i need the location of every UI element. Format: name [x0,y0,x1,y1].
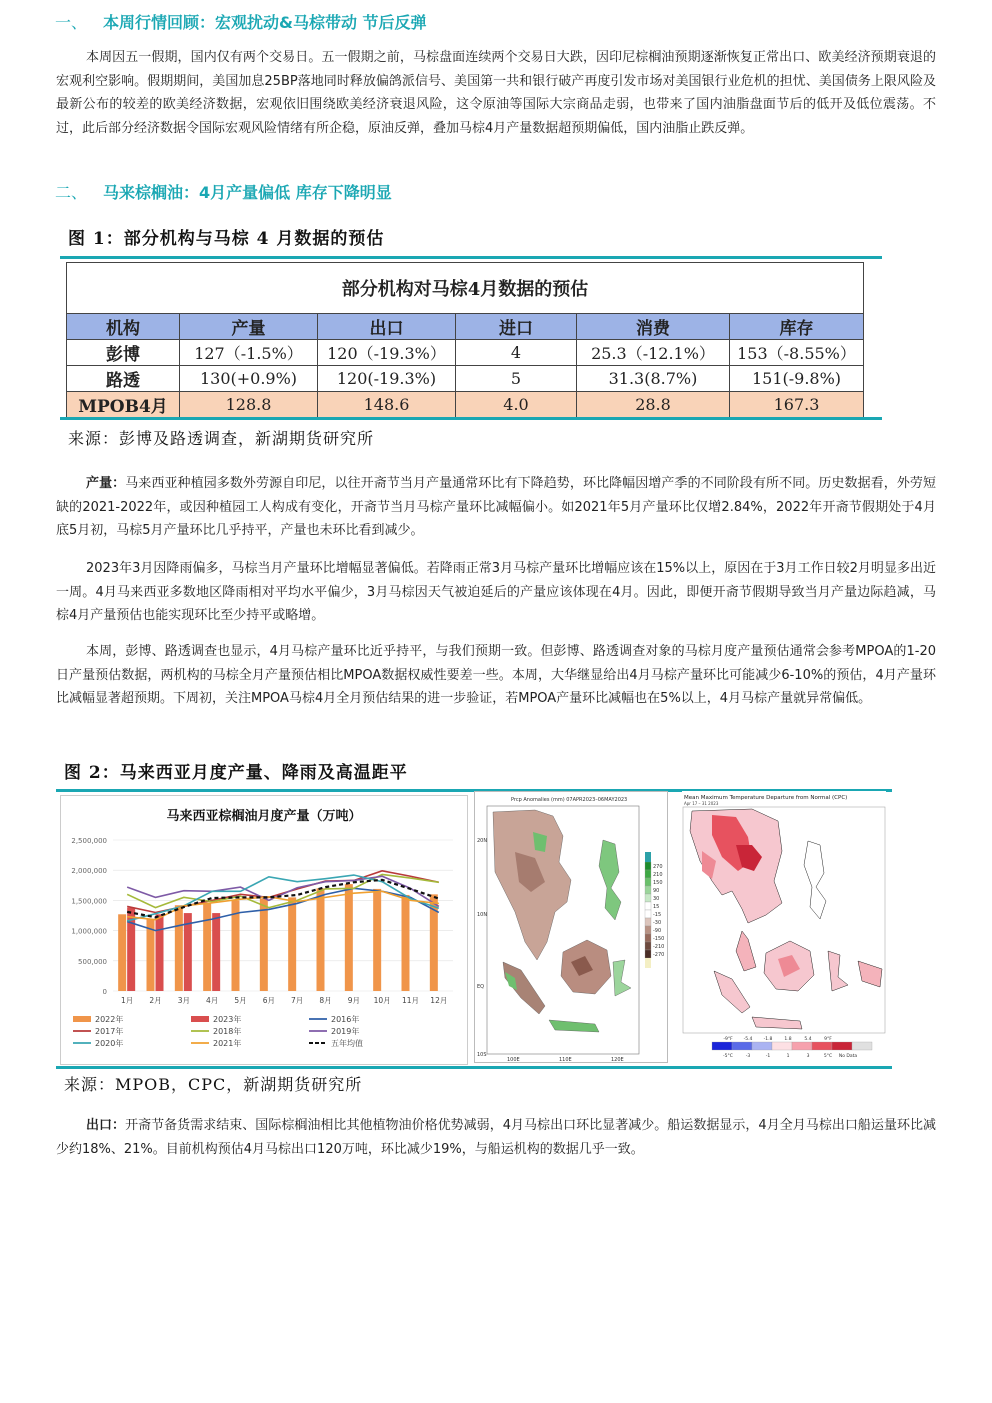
scale-swatch [645,878,651,886]
legend-label: 2021年 [213,1039,242,1048]
y-tick-label: 1,500,000 [71,897,107,906]
section-heading-1 [55,10,427,33]
table-cell: 120（-19.3%） [318,340,456,366]
scale-label: -90 [653,928,662,934]
legend-swatch [191,1016,209,1022]
table-cell: 120(-19.3%) [318,366,456,392]
table-cell: 25.3（-12.1%） [577,340,730,366]
table-cell: 130(+0.9%) [180,366,318,392]
figure-1-top-rule [60,256,882,259]
y-tick-label: 500,000 [78,957,107,966]
precip-map-title: Prcp Anomalies (mm) 07APR2023–06MAY2023 [511,797,628,803]
scale-label-f: 1.8 [784,1037,792,1042]
table-row [67,366,864,392]
lon-label: 120E [611,1057,624,1062]
estimates-table [66,262,864,418]
chart-title: 马来西亚棕榈油月度产量（万吨） [166,809,362,824]
bar-2022年 [175,905,183,991]
y-tick-label: 2,000,000 [71,867,107,876]
x-tick-label: 1月 [121,996,134,1005]
scale-swatch [852,1042,872,1050]
bar-2022年 [118,914,126,991]
scale-label-f: 9°F [824,1037,832,1042]
x-tick-label: 6月 [262,996,275,1005]
scale-label-c: 5°C [823,1054,833,1059]
temp-map-title: Mean Maximum Temperature Departure from Normal (CPC) [684,795,848,801]
bar-2022年 [402,895,410,991]
table-cell: 路透 [67,366,180,392]
scale-swatch [772,1042,792,1050]
production-text: 马来西亚种植园多数外劳源自印尼，以往开斋节当月产量通常环比有下降趋势，环比降幅因增产季的不同阶段有所不同。历史数据看，外劳短缺的2021-2022年，或因种植园工人构成有变化，开斋节当月马棕产量环比减幅偏小。如2021年5月产量环比仅增2.84%，2022年开斋节假期处于4月底5月初，马棕5月产量环比几乎持平，产量也未环比看到减少。 [56,476,936,538]
scale-swatch [832,1042,852,1050]
series-line-2019年 [127,876,439,906]
scale-label: 270 [653,864,663,870]
y-tick-label: 2,500,000 [71,837,107,845]
legend-label: 2022年 [95,1015,124,1024]
section-number: 一、 [55,13,88,32]
lat-label: 20N [477,838,488,844]
intro-paragraph: 本周因五一假期，国内仅有两个交易日。五一假期之前，马棕盘面连续两个交易日大跌，因印尼棕榈油预期逐渐恢复正常出口、欧美经济预期衰退的宏观利空影响。假期期间，美国加息25BP落地同时释放偏鸽派信号、美国第一共和银行破产再度引发市场对美国银行业危机的担忧、美国债务上限风险及最新公布的较差的欧美经济数据，宏观依旧围绕欧美经济衰退风险，这令原油等国际大宗商品走弱，也带来了国内油脂盘面节后的低开及低位震荡。不过，此后部分经济数据令国际宏观风险情绪有所企稳，原油反弹，叠加马棕4月产量数据超预期偏低，国内油脂止跌反弹。 [56,50,936,136]
figure-1-bottom-rule [60,417,882,420]
chart-legend [73,1014,363,1048]
scale-swatch [645,852,651,862]
scale-label-c: -5°C [723,1054,733,1059]
scale-swatch [645,886,651,894]
section-title: 马来棕榈油：4月产量偏低 库存下降明显 [103,183,392,202]
y-tick-label: 1,000,000 [71,927,107,936]
scale-label: -210 [653,944,665,950]
legend-label: 2017年 [95,1027,124,1036]
scale-label: 15 [653,904,660,910]
legend-label: 2019年 [331,1027,360,1036]
x-tick-label: 2月 [149,996,162,1005]
precip-anomaly-map [474,791,668,1063]
bar-2022年 [288,897,296,991]
scale-swatch [645,918,651,926]
temp-color-scale [712,1036,872,1059]
scale-swatch [645,870,651,878]
series-line-2020年 [127,875,439,921]
scale-label: -30 [653,920,662,926]
bar-2023年 [156,914,164,991]
scale-swatch [645,958,651,968]
precip-color-scale [645,852,664,968]
table-header-row [67,314,864,340]
scale-label-c: 1 [786,1054,790,1059]
scale-label-c: -1 [765,1054,771,1059]
scale-swatch [732,1042,752,1050]
scale-swatch [645,902,651,910]
legend-label: 2018年 [213,1027,242,1036]
bar-2022年 [345,884,353,991]
production-label: 产量： [86,476,126,491]
scale-label-f: -5.4 [743,1037,753,1042]
table-row [67,340,864,366]
table-header: 出口 [318,314,456,340]
scale-swatch [752,1042,772,1050]
table-header: 产量 [180,314,318,340]
table-cell: 127（-1.5%） [180,340,318,366]
table-header: 库存 [730,314,864,340]
table-cell: MPOB4月 [67,392,180,418]
scale-label: -270 [653,952,665,958]
lat-label: 10S [477,1052,487,1058]
scale-swatch [712,1042,732,1050]
table-header: 消费 [577,314,730,340]
scale-swatch [645,894,651,902]
table-cell: 151(-9.8%) [730,366,864,392]
figure-2-source: 来源：MPOB，CPC，新湖期货研究所 [64,1075,363,1094]
scale-swatch [645,934,651,942]
scale-label-c: No Data [838,1054,858,1059]
lat-label: EQ [477,984,485,990]
scale-label-f: 5.4 [804,1037,812,1042]
table-cell: 31.3(8.7%) [577,366,730,392]
scale-swatch [645,942,651,950]
table-cell: 28.8 [577,392,730,418]
scale-label: -15 [653,912,662,918]
bar-2023年 [212,913,220,991]
figure-2-title: 图 2：马来西亚月度产量、降雨及高温距平 [64,763,408,783]
temp-map-svg [682,791,886,1061]
x-tick-label: 11月 [401,996,420,1005]
series-line-2021年 [127,891,439,919]
production-paragraph-2: 2023年3月因降雨偏多，马棕当月产量环比增幅显著偏低。若降雨正常3月马棕产量环比增幅应该在15%以上，原因在于3月工作日较2月明显多出近一周。4月马来西亚多数地区降雨相对平均水平偏少，3月马棕因天气被迫延后的产量应该体现在4月。因此，即便开斋节假期导致当月产量边际趋减，马棕4月产量预估也能实现环比至少持平或略增。 [56,561,936,623]
table-cell: 4.0 [456,392,577,418]
scale-swatch [645,910,651,918]
production-paragraph-1 [56,472,936,543]
section-heading-2 [55,180,392,203]
export-label: 出口： [86,1118,126,1133]
table-caption: 部分机构对马棕4月数据的预估 [67,263,864,314]
figure-1-title: 图 1：部分机构与马棕 4 月数据的预估 [68,229,385,249]
x-tick-label: 5月 [234,996,247,1005]
export-paragraph [56,1114,936,1161]
temperature-anomaly-map [682,791,886,1061]
legend-swatch [73,1016,91,1022]
x-tick-label: 3月 [177,996,190,1005]
production-chart [60,795,468,1065]
figure-1-source: 来源：彭博及路透调查，新湖期货研究所 [68,429,375,448]
table-cell: 5 [456,366,577,392]
legend-label: 五年均值 [331,1039,363,1048]
scale-label: 150 [653,880,663,886]
scale-label-c: -3 [745,1054,751,1059]
y-tick-label: 0 [102,988,107,996]
bar-2022年 [260,899,268,991]
x-tick-label: 8月 [319,996,332,1005]
production-paragraph-3: 本周，彭博、路透调查也显示，4月马棕产量环比近乎持平，与我们预期一致。但彭博、路透调查对象的马棕月度产量预估通常会参考MPOA的1-20日产量预估数据，两机构的马棕全月产量预估相比MPOA数据权威性要差一些。本周，大华继显给出4月马棕产量环比可能减少6-10%的预估，4月产量环比减幅显著超预期。下周初，关注MPOA马棕4月全月预估结果的进一步验证，若MPOA产量环比减幅也在5%以上，4月马棕产量就异常偏低。 [56,644,936,706]
bar-2022年 [203,903,211,991]
precip-map-svg [475,792,667,1062]
table-cell: 167.3 [730,392,864,418]
table-cell: 128.8 [180,392,318,418]
scale-swatch [645,950,651,958]
bar-2022年 [373,889,381,991]
legend-label: 2016年 [331,1015,360,1024]
table-cell: 彭博 [67,340,180,366]
section-title: 本周行情回顾：宏观扰动&马棕带动 节后反弹 [103,13,427,32]
chart-lines [127,871,439,931]
legend-label: 2020年 [95,1039,124,1048]
x-tick-label: 7月 [291,996,304,1005]
production-chart-svg [61,796,467,1064]
scale-label-f: -9°F [723,1037,733,1042]
figure-2-bottom-rule [56,1066,892,1069]
scale-label: 90 [653,888,660,894]
table-row-mpob [67,392,864,418]
scale-swatch [645,862,651,870]
export-text: 开斋节备货需求结束、国际棕榈油相比其他植物油价格优势减弱，4月马棕出口环比显著减少。船运数据显示，4月全月马棕出口船运量环比减少约18%、21%。目前机构预估4月马棕出口120万吨，环比减少19%，与船运机构的数据几乎一致。 [56,1118,936,1157]
bar-2022年 [317,888,325,991]
x-tick-label: 9月 [347,996,360,1005]
section-number: 二、 [55,183,88,202]
temp-map-subtitle: Apr 17 – 31 2023 [684,801,719,806]
x-tick-label: 12月 [430,996,448,1005]
x-tick-label: 4月 [206,996,219,1005]
scale-swatch [645,926,651,934]
legend-label: 2023年 [213,1015,242,1024]
scale-label: 210 [653,872,663,878]
scale-swatch [812,1042,832,1050]
table-header: 进口 [456,314,577,340]
lat-label: 10N [477,912,488,918]
scale-label-f: -1.8 [763,1037,773,1042]
x-tick-label: 10月 [373,996,391,1005]
table-header: 机构 [67,314,180,340]
lon-label: 100E [507,1057,520,1062]
scale-label-c: 3 [806,1054,810,1059]
table-cell: 4 [456,340,577,366]
lon-label: 110E [559,1057,572,1062]
scale-swatch [792,1042,812,1050]
scale-label: -150 [653,936,665,942]
scale-label: 30 [653,896,660,902]
table-cell: 153（-8.55%） [730,340,864,366]
table-cell: 148.6 [318,392,456,418]
